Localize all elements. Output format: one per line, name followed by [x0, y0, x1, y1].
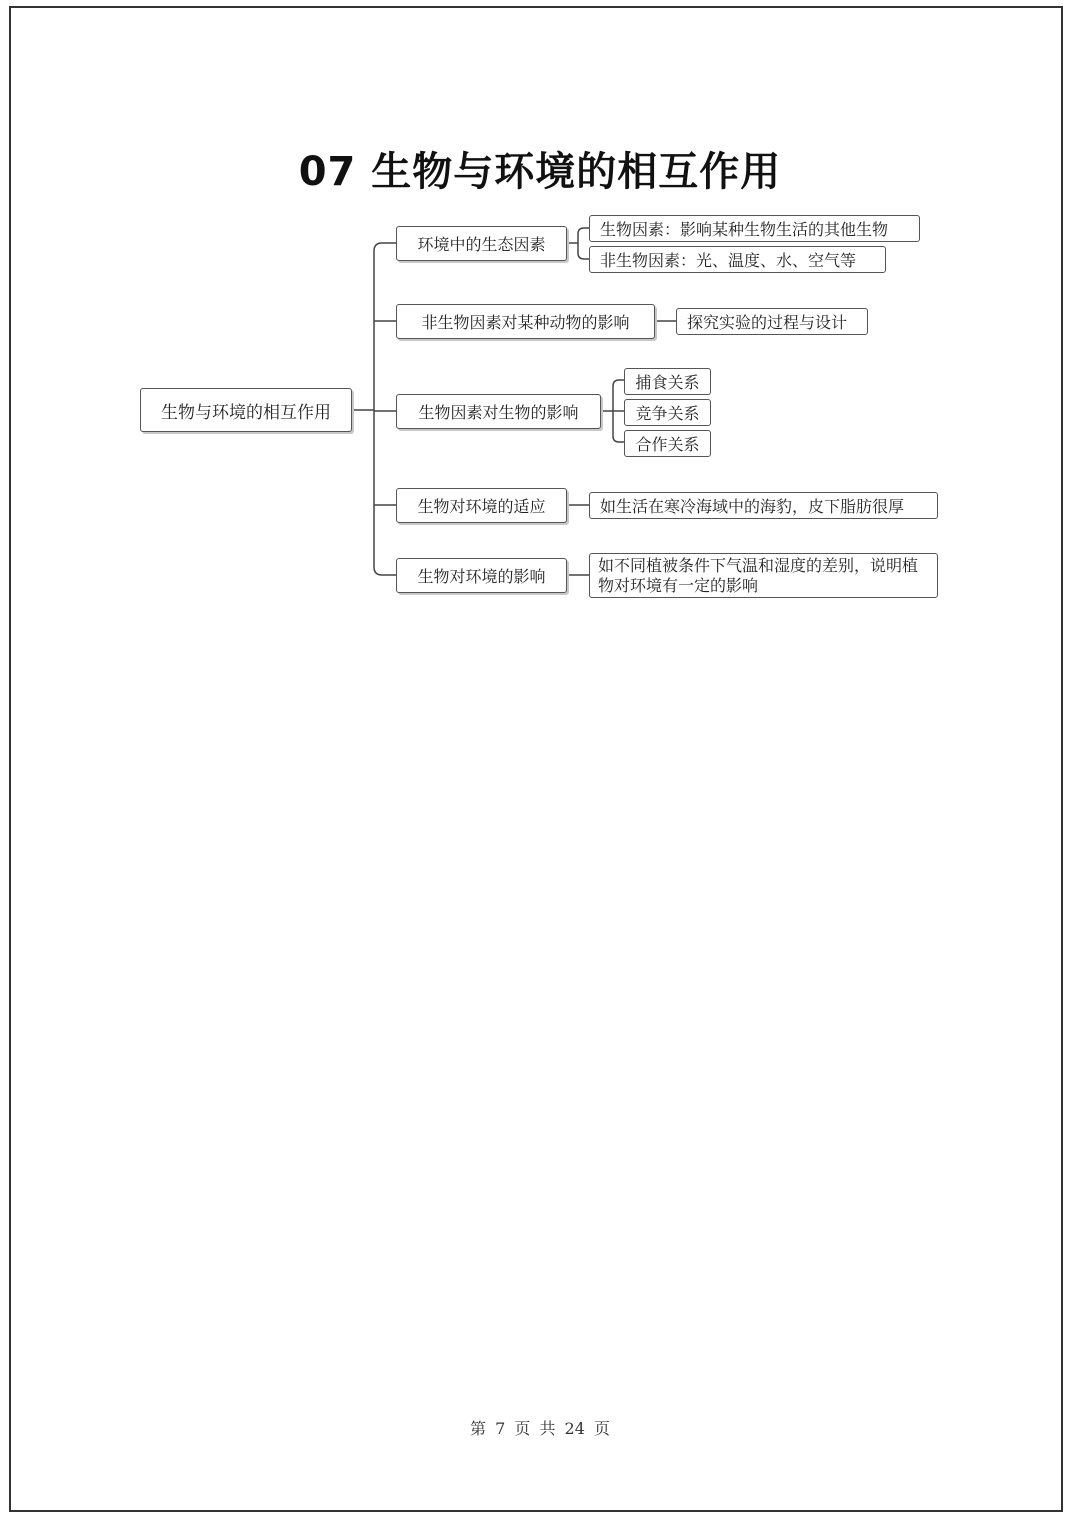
mindmap-root: 生物与环境的相互作用: [140, 388, 352, 432]
mindmap-leaf-vegetation-example: 如不同植被条件下气温和湿度的差别，说明植物对环境有一定的影响: [589, 553, 938, 598]
mindmap-branch-abiotic-effect: 非生物因素对某种动物的影响: [396, 304, 655, 339]
mindmap-branch-influence: 生物对环境的影响: [396, 558, 567, 593]
mindmap-leaf-cooperation: 合作关系: [624, 430, 711, 457]
page-footer: 第 7 页 共 24 页: [470, 1419, 610, 1438]
mindmap-leaf-predation: 捕食关系: [624, 368, 711, 395]
mindmap-leaf-competition: 竞争关系: [624, 399, 711, 426]
page-title: 07 生物与环境的相互作用: [298, 149, 782, 195]
mindmap-branch-biotic-effect: 生物因素对生物的影响: [396, 394, 601, 429]
mindmap-leaf-biotic-factor: 生物因素：影响某种生物生活的其他生物: [589, 215, 920, 242]
mindmap-leaf-experiment-design: 探究实验的过程与设计: [676, 308, 868, 335]
mindmap-leaf-abiotic-factor: 非生物因素：光、温度、水、空气等: [589, 246, 886, 273]
mindmap-leaf-seal-example: 如生活在寒冷海域中的海豹，皮下脂肪很厚: [589, 492, 938, 519]
mindmap-branch-ecological-factors: 环境中的生态因素: [396, 226, 567, 261]
mindmap-branch-adaptation: 生物对环境的适应: [396, 488, 567, 523]
